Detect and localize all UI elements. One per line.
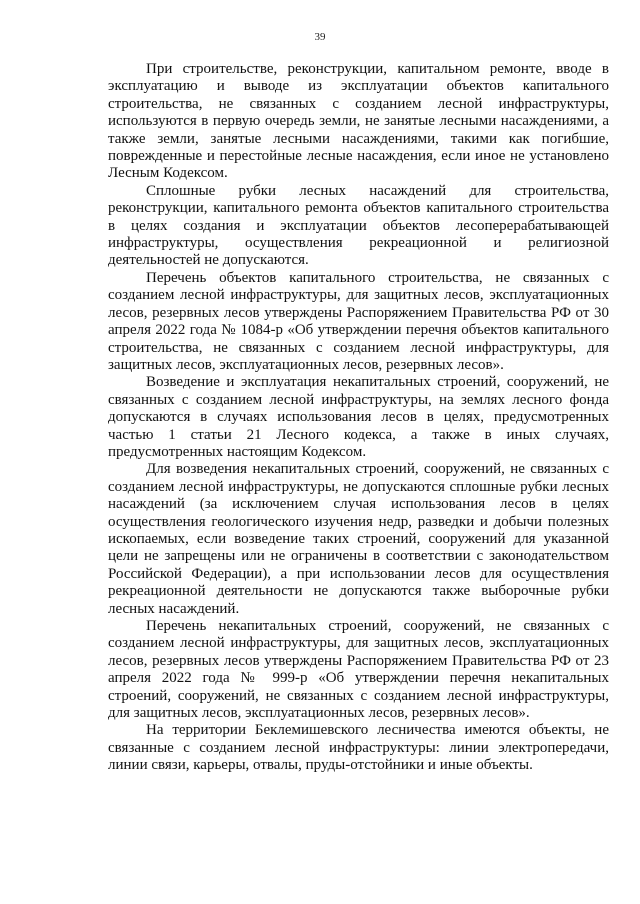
paragraph-beklemishevsky-objects: На территории Беклемишевского лесничества имеются объекты, не связанные с созданием лесной инфраструктуры: линии электропередачи, линии связи, карьеры, отвалы, пруды-отстойники и иные объекты. xyxy=(108,722,609,774)
paragraph-clear-cutting-restriction: Сплошные рубки лесных насаждений для строительства, реконструкции, капитального ремонта объектов капитального строительства в целях создания и эксплуатации объектов лесоперерабатывающей инфраструктуры, осуществления рекреационной и религиозной деятельностей не допускаются. xyxy=(108,182,609,269)
document-body xyxy=(108,61,609,775)
paragraph-noncapital-cutting-rules: Для возведения некапитальных строений, сооружений, не связанных с созданием лесной инфраструктуры, не допускаются сплошные рубки лесных насаждений (за исключением случая использования лесов в целях осуществления геологического изучения недр, разведки и добычи полезных ископаемых, если возведение таких строений, сооружений для указанной цели не запрещены или не ограничены в соответствии с законодательством Российской Федерации), а при использовании лесов для осуществления рекреационной деятельности не допускаются также выборочные рубки лесных насаждений. xyxy=(108,461,609,617)
paragraph-noncapital-objects-list: Перечень некапитальных строений, сооружений, не связанных с созданием лесной инфраструктуры, для защитных лесов, эксплуатационных лесов, резервных лесов утверждены Распоряжением Правительства РФ от 23 апреля 2022 года № 999-р «Об утверждении перечня некапитальных строений, сооружений, не связанных с созданием лесной инфраструктуры, для защитных лесов, эксплуатационных лесов, резервных лесов». xyxy=(108,618,609,722)
page-number: 39 xyxy=(314,31,326,43)
paragraph-capital-objects-list: Перечень объектов капитального строительства, не связанных с созданием лесной инфраструктуры, для защитных лесов, эксплуатационных лесов, резервных лесов утверждены Распоряжением Правительства РФ от 30 апреля 2022 года № 1084-р «Об утверждении перечня объектов капитального строительства, не связанных с созданием лесной инфраструктуры, для защитных лесов, эксплуатационных лесов, резервных лесов». xyxy=(108,269,609,373)
paragraph-construction-land-use: При строительстве, реконструкции, капитальном ремонте, вводе в эксплуатацию и выводе из эксплуатации объектов капитального строительства, не связанных с созданием лесной инфраструктуры, используются в первую очередь земли, не занятые лесными насаждениями, а также земли, занятые лесными насаждениями, такими как погибшие, поврежденные и перестойные лесные насаждения, если иное не установлено Лесным Кодексом. xyxy=(108,61,609,182)
paragraph-noncapital-construction: Возведение и эксплуатация некапитальных строений, сооружений, не связанных с созданием лесной инфраструктуры, на землях лесного фонда допускаются в случаях использования лесов в целях, предусмотренных частью 1 статьи 21 Лесного кодекса, а также в иных случаях, предусмотренных настоящим Кодексом. xyxy=(108,374,609,460)
